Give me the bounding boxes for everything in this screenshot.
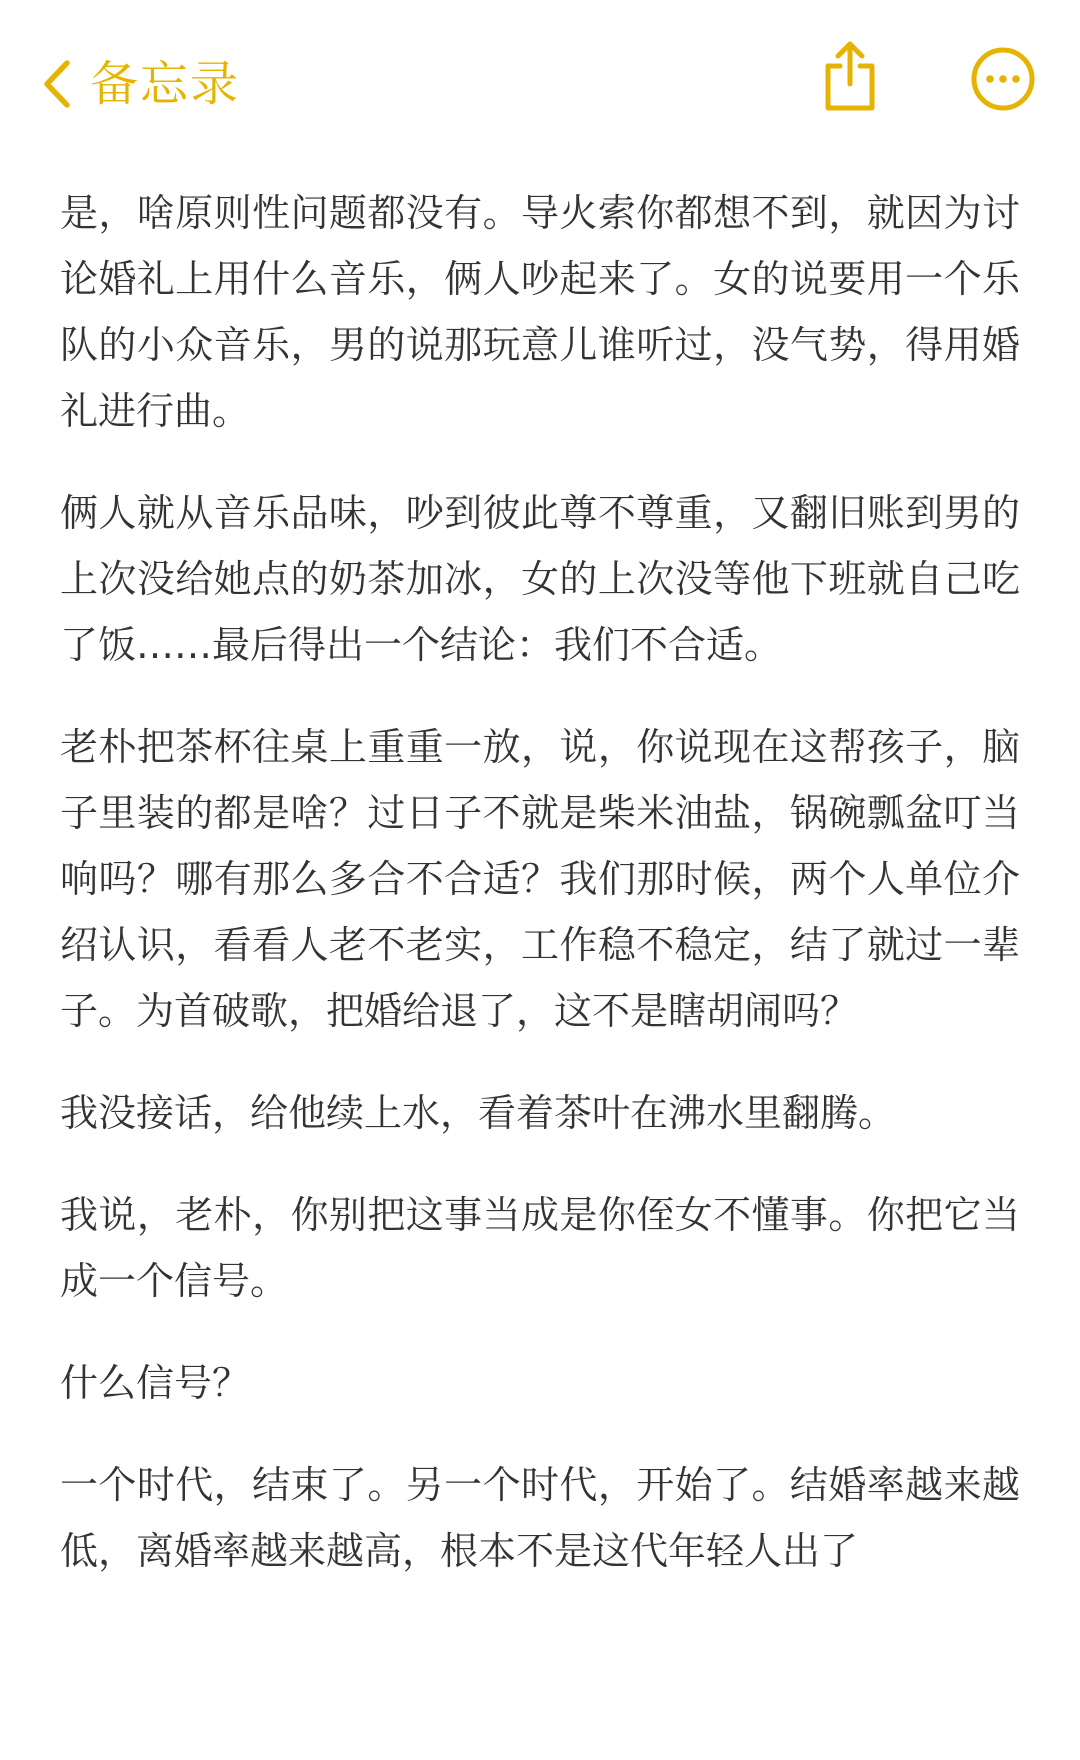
more-button[interactable] [970, 46, 1036, 116]
back-button-label: 备忘录 [90, 56, 241, 112]
note-paragraph: 我说，老朴，你别把这事当成是你侄女不懂事。你把它当成一个信号。 [60, 1193, 1020, 1303]
chevron-left-icon [42, 58, 72, 110]
share-button[interactable] [820, 40, 880, 118]
note-paragraph: 一个时代，结束了。另一个时代，开始了。结婚率越来越低，离婚率越来越高，根本不是这代年轻人出了 [60, 1463, 1020, 1573]
navigation-bar [0, 0, 1080, 170]
note-body[interactable] [60, 180, 1020, 1620]
note-paragraph: 什么信号？ [60, 1361, 251, 1405]
note-paragraph: 我没接话，给他续上水，看着茶叶在沸水里翻腾。 [60, 1091, 897, 1135]
ellipsis-circle-icon [970, 46, 1036, 112]
share-icon [820, 40, 880, 114]
back-button[interactable] [42, 46, 240, 122]
note-paragraph: 老朴把茶杯往桌上重重一放，说，你说现在这帮孩子，脑子里装的都是啥？过日子不就是柴米油盐，锅碗瓢盆叮当响吗？哪有那么多合不合适？我们那时候，两个人单位介绍认识，看看人老不老实，工作稳不稳定，结了就过一辈子。为首破歌，把婚给退了，这不是瞎胡闹吗？ [60, 725, 1020, 1033]
note-paragraph: 俩人就从音乐品味，吵到彼此尊不尊重，又翻旧账到男的上次没给她点的奶茶加冰，女的上次没等他下班就自己吃了饭……最后得出一个结论：我们不合适。 [60, 491, 1020, 667]
note-paragraph: 是，啥原则性问题都没有。导火索你都想不到，就因为讨论婚礼上用什么音乐，俩人吵起来了。女的说要用一个乐队的小众音乐，男的说那玩意儿谁听过，没气势，得用婚礼进行曲。 [60, 191, 1020, 433]
